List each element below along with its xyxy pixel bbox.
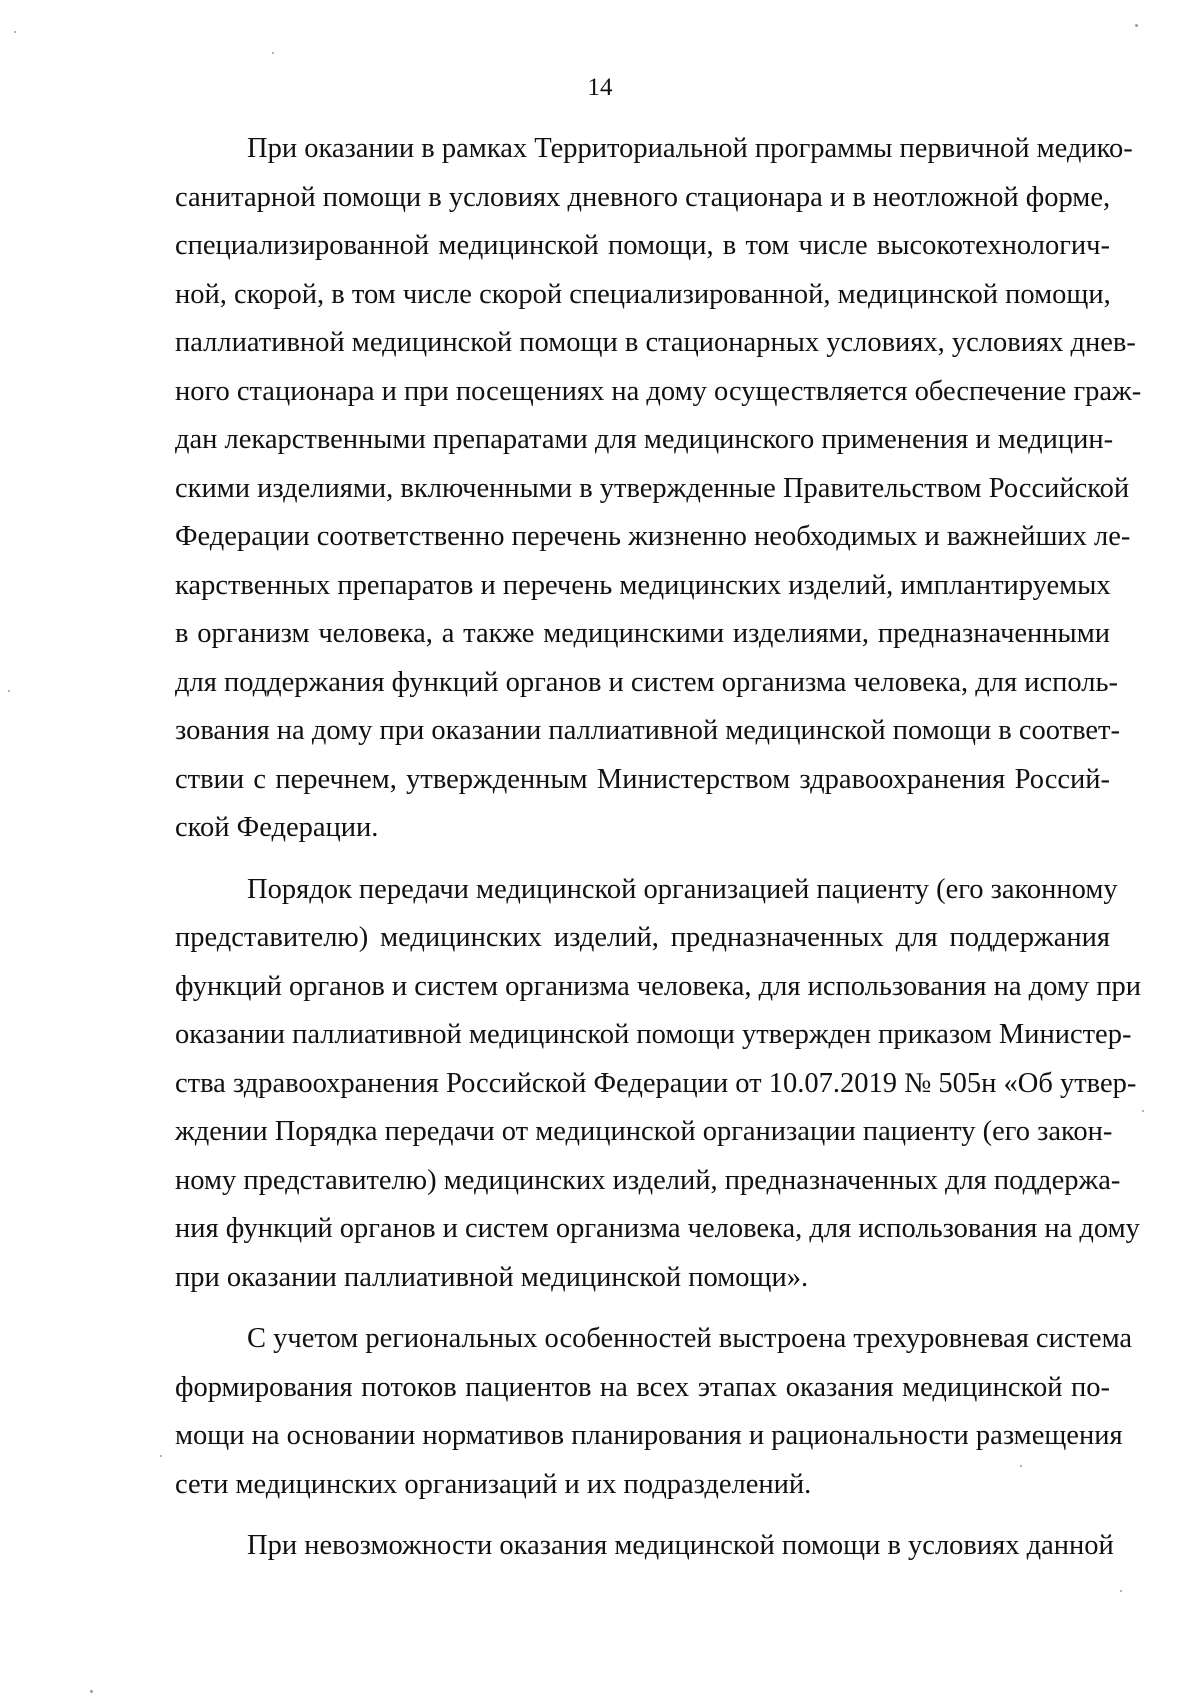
scan-speck [14, 31, 16, 33]
scan-speck [1142, 1110, 1144, 1112]
text-line: ной, скорой, в том числе скорой специализированной, медицинской помощи, [175, 278, 1111, 310]
text-line: С учетом региональных особенностей выстроена трехуровневая система [247, 1323, 1133, 1354]
paragraph [175, 1522, 1114, 1571]
text-line: Федерации соответственно перечень жизненно необходимых и важнейших ле- [175, 521, 1131, 552]
text-line: санитарной помощи в условиях дневного стационара и в неотложной форме, [175, 181, 1111, 213]
text-line: оказании паллиативной медицинской помощи утвержден приказом Министер- [175, 1019, 1132, 1050]
text-line: для поддержания функций органов и систем организма человека, для исполь- [175, 666, 1118, 698]
paragraph [175, 125, 1142, 853]
text-line: при оказании паллиативной медицинской помощи». [175, 1261, 809, 1293]
paragraph [175, 866, 1142, 1303]
text-line: ской Федерации. [175, 812, 379, 843]
text-line: представителю) медицинских изделий, предназначенных для поддержания [175, 922, 1110, 953]
scan-speck [1120, 1590, 1122, 1592]
text-line: ного стационара и при посещениях на дому осуществляется обеспечение граж- [175, 375, 1142, 407]
paragraph-gap [175, 1302, 1110, 1315]
text-line: специализированной медицинской помощи, в том числе высокотехнологич- [175, 230, 1110, 261]
text-line: паллиативной медицинской помощи в стационарных условиях, условиях днев- [175, 327, 1136, 358]
text-line: ждении Порядка передачи от медицинской организации пациенту (его закон- [175, 1116, 1113, 1147]
scan-speck [272, 52, 274, 54]
text-line: При оказании в рамках Территориальной программы первичной медико- [247, 133, 1133, 164]
paragraph-gap [175, 853, 1110, 866]
paragraph-gap [175, 1509, 1110, 1522]
text-line: карственных препаратов и перечень медицинских изделий, имплантируемых [175, 569, 1111, 601]
text-line: функций органов и систем организма человека, для использования на дому при [175, 970, 1142, 1002]
scan-speck [1135, 24, 1138, 27]
scan-speck [8, 690, 10, 692]
text-line: ному представителю) медицинских изделий, предназначенных для поддержа- [175, 1164, 1121, 1196]
text-line: зования на дому при оказании паллиативной медицинской помощи в соответ- [175, 715, 1120, 746]
scan-speck [1020, 1465, 1022, 1467]
scan-speck [160, 1455, 162, 1457]
text-line: ствии с перечнем, утвержденным Министерством здравоохранения Россий- [175, 763, 1110, 795]
text-line: мощи на основании нормативов планирования и рациональности размещения [175, 1420, 1123, 1451]
page-number: 14 [587, 74, 613, 101]
text-line: При невозможности оказания медицинской помощи в условиях данной [247, 1530, 1114, 1561]
text-line: сети медицинских организаций и их подразделений. [175, 1468, 812, 1500]
text-line: скими изделиями, включенными в утвержденные Правительством Российской [175, 472, 1130, 504]
text-line: ства здравоохранения Российской Федерации от 10.07.2019 № 505н «Об утвер- [175, 1067, 1137, 1099]
text-line: в организм человека, а также медицинскими изделиями, предназначенными [175, 618, 1110, 649]
text-line: дан лекарственными препаратами для медицинского применения и медицин- [175, 424, 1114, 455]
text-line: Порядок передачи медицинской организацией пациенту (его законному [247, 873, 1118, 905]
text-line: формирования потоков пациентов на всех этапах оказания медицинской по- [175, 1371, 1110, 1403]
scan-speck [90, 1690, 93, 1693]
body-text [175, 125, 1142, 1571]
text-line: ния функций органов и систем организма человека, для использования на дому [175, 1213, 1140, 1244]
paragraph [175, 1315, 1133, 1509]
